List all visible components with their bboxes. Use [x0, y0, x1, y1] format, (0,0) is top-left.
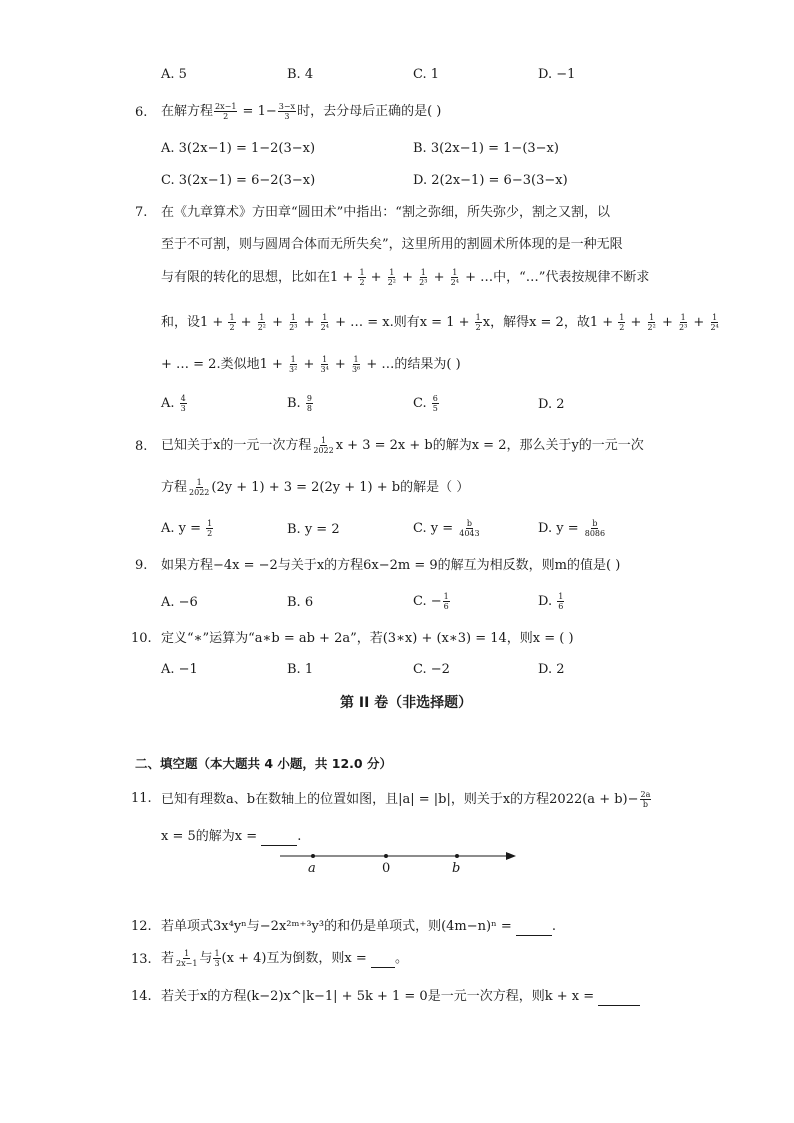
q8-line2-pre: 方程	[161, 480, 188, 495]
point-b	[455, 854, 459, 858]
q7-option-b[interactable]: B. $\frac{9}{8}$	[287, 394, 312, 413]
q9-option-d[interactable]: D. $\frac{1}{6}$	[538, 592, 564, 611]
q6-number: 6.	[135, 105, 148, 120]
q9-option-b[interactable]: B. 6	[287, 595, 314, 610]
q7-line4: 和，设1 + $\frac{1}{2}$ + $\frac{1}{\text{2²}}$ + $\frac{1}{\text{2³}}$ + $\frac{1}{\text{2⁴}}$ + … = x.则有x = 1 + $\frac{1}{2}$ x，解得x = 2，故1 + $\frac{1}{2}$ + $\frac{1}{\text{2²}}$ + $\frac{1}{\text{2³}}$ + $\frac{1}{\text{2⁴}}$	[161, 313, 719, 332]
axis-label-b: b	[452, 861, 461, 876]
arrow-right-icon	[506, 852, 516, 860]
q14-stem-text: 若关于x的方程(k−2)x^|k−1| + 5k + 1 = 0是一元一次方程，则k + x =	[161, 989, 599, 1004]
q7-line1: 在《九章算术》方田章“圆田术”中指出：“割之弥细，所失弥少，割之又割，以	[161, 205, 610, 220]
q6-frac1-num: 2x−1	[215, 102, 237, 111]
q7-line3-post: + …中，“…”代表按规律不断求	[460, 270, 650, 285]
q7-line5: + … = 2.类似地1 + $\frac{1}{\text{3²}}$ + $\frac{1}{\text{3⁴}}$ + $\frac{1}{\text{3⁶}}$ + …的结果为( )	[161, 355, 461, 374]
q10-option-d[interactable]: D. 2	[538, 662, 565, 677]
q7-number: 7.	[135, 205, 148, 220]
q8-line1	[161, 436, 644, 455]
q11-line2: x = 5的解为x = .	[161, 829, 302, 844]
q13-answer-blank[interactable]	[371, 953, 395, 968]
q5-option-b[interactable]: B. 4	[287, 67, 314, 82]
q10-stem: 定义“∗”运算为“a∗b = ab + 2a”，若(3∗x) + (x∗3) = 14，则x = ( )	[161, 631, 574, 646]
q13-stem-pre: 若	[161, 951, 175, 966]
q6-stem-post: 时，去分母后正确的是( )	[297, 104, 442, 119]
q6-stem	[161, 102, 441, 121]
q6-frac2-den: 3	[284, 112, 290, 121]
q13-end: 。	[394, 951, 408, 966]
q6-option-c[interactable]: C. 3(2x−1) = 6−2(3−x)	[161, 173, 316, 188]
q9-option-a[interactable]: A. −6	[161, 595, 198, 610]
point-zero	[384, 854, 388, 858]
fill-in-heading: 二、填空题（本大题共 4 小题，共 12.0 分）	[135, 756, 392, 771]
q8-line1-pre: 已知关于x的一元一次方程	[161, 438, 312, 453]
q8-option-b[interactable]: B. y = 2	[287, 522, 340, 537]
q7-line3-pre: 与有限的转化的思想，比如在1 +	[161, 270, 358, 285]
q8-frac2: $\frac{1}{2022}$	[189, 478, 210, 497]
q14-stem	[161, 988, 640, 1006]
q7-option-c[interactable]: C. $\frac{6}{5}$	[413, 394, 438, 413]
q6-option-a[interactable]: A. 3(2x−1) = 1−2(3−x)	[161, 141, 316, 156]
q8-line2-post: (2y + 1) + 3 = 2(2y + 1) + b的解是（ ）	[211, 480, 470, 495]
q12-answer-blank[interactable]	[516, 921, 552, 936]
q7-line4-pre: 和，设1 +	[161, 315, 228, 330]
q8-line1-post: x + 3 = 2x + b的解为x = 2，那么关于y的一元一次	[335, 438, 644, 453]
q6-option-d[interactable]: D. 2(2x−1) = 6−3(3−x)	[413, 173, 568, 188]
q8-number: 8.	[135, 439, 148, 454]
q12-number: 12.	[131, 919, 152, 934]
q7-line2: 至于不可割，则与圆周合体而无所失矣”，这里所用的割圆术所体现的是一种无限	[161, 237, 623, 252]
q8-option-a[interactable]: A. y = $\frac{1}{2}$	[161, 519, 213, 538]
q7-option-d[interactable]: D. 2	[538, 397, 565, 412]
q12-stem-text: 若单项式3x⁴yⁿ与−2x²ᵐ⁺³y³的和仍是单项式，则(4m−n)ⁿ =	[161, 919, 516, 934]
axis-label-a: a	[308, 861, 316, 876]
q7-option-a[interactable]: A. $\frac{4}{3}$	[161, 394, 186, 413]
q10-option-a[interactable]: A. −1	[161, 662, 198, 677]
q11-line2-text: x = 5的解为x =	[161, 829, 262, 844]
q7-frac-b: $\frac{1}{\text{2²}}$	[387, 268, 396, 287]
q7-line4-post: x，解得x = 2，故1 +	[482, 315, 618, 330]
q10-option-b[interactable]: B. 1	[287, 662, 314, 677]
q6-option-b[interactable]: B. 3(2x−1) = 1−(3−x)	[413, 141, 559, 156]
q13-number: 13.	[131, 952, 152, 967]
q7-frac-d: $\frac{1}{\text{2⁴}}$	[450, 268, 459, 287]
q6-frac1	[214, 102, 237, 121]
q10-option-c[interactable]: C. −2	[413, 662, 450, 677]
q13-frac1: $\frac{1}{2x-1}$	[176, 949, 198, 968]
q5-option-d[interactable]: D. −1	[538, 67, 576, 82]
q11-frac: $\frac{2a}{b}$	[640, 790, 651, 809]
q11-line1-text: 已知有理数a、b在数轴上的位置如图，且|a| = |b|，则关于x的方程2022(a + b)−	[161, 792, 639, 807]
q8-option-d[interactable]: D. y = $\frac{b}{8086}$	[538, 519, 606, 538]
q13-stem-mid: 与	[199, 951, 213, 966]
q7-line5-post: + …的结果为( )	[362, 357, 461, 372]
q8-option-c[interactable]: C. y = $\frac{b}{4043}$	[413, 519, 480, 538]
q9-option-c[interactable]: C. − $\frac{1}{6}$	[413, 592, 449, 611]
q7-line3: 与有限的转化的思想，比如在1 + $\frac{1}{2}$ + $\frac{1}{\text{2²}}$ + $\frac{1}{\text{2³}}$ + $\frac{1}{\text{2⁴}}$ + …中，“…”代表按规律不断求	[161, 268, 650, 287]
q11-answer-blank[interactable]	[261, 831, 297, 846]
q6-frac1-den: 2	[223, 112, 229, 121]
section2-title: 第 II 卷（非选择题）	[340, 695, 473, 711]
q7-line5-pre: + … = 2.类似地1 +	[161, 357, 288, 372]
q6-frac2	[278, 102, 296, 121]
q6-stem-mid: = 1−	[238, 104, 277, 119]
q13-frac2: $\frac{1}{3}$	[214, 949, 220, 968]
q13-stem-post: (x + 4)互为倒数，则x =	[221, 951, 371, 966]
q14-answer-blank[interactable]	[598, 991, 640, 1006]
q11-line1	[161, 790, 652, 809]
q9-stem: 如果方程−4x = −2与关于x的方程6x−2m = 9的解互为相反数，则m的值是( )	[161, 558, 621, 573]
q12-stem: 若单项式3x⁴yⁿ与−2x²ᵐ⁺³y³的和仍是单项式，则(4m−n)ⁿ = .	[161, 919, 557, 934]
q14-number: 14.	[131, 989, 152, 1004]
q10-number: 10.	[131, 631, 152, 646]
q7-frac-c: $\frac{1}{\text{2³}}$	[419, 268, 428, 287]
q6-frac2-num: 3−x	[278, 102, 296, 111]
q8-frac1: $\frac{1}{2022}$	[313, 436, 334, 455]
q7-frac-a: $\frac{1}{2}$	[359, 268, 365, 287]
q9-number: 9.	[135, 558, 148, 573]
q11-number: 11.	[131, 791, 152, 806]
q13-stem	[161, 949, 408, 968]
q7-line4-mid: + … = x.则有x = 1 +	[330, 315, 474, 330]
q8-line2	[161, 478, 469, 497]
q5-option-a[interactable]: A. 5	[161, 67, 187, 82]
q5-option-c[interactable]: C. 1	[413, 67, 440, 82]
point-a	[311, 854, 315, 858]
q6-stem-pre: 在解方程	[161, 104, 214, 119]
axis-label-zero: 0	[382, 861, 391, 876]
